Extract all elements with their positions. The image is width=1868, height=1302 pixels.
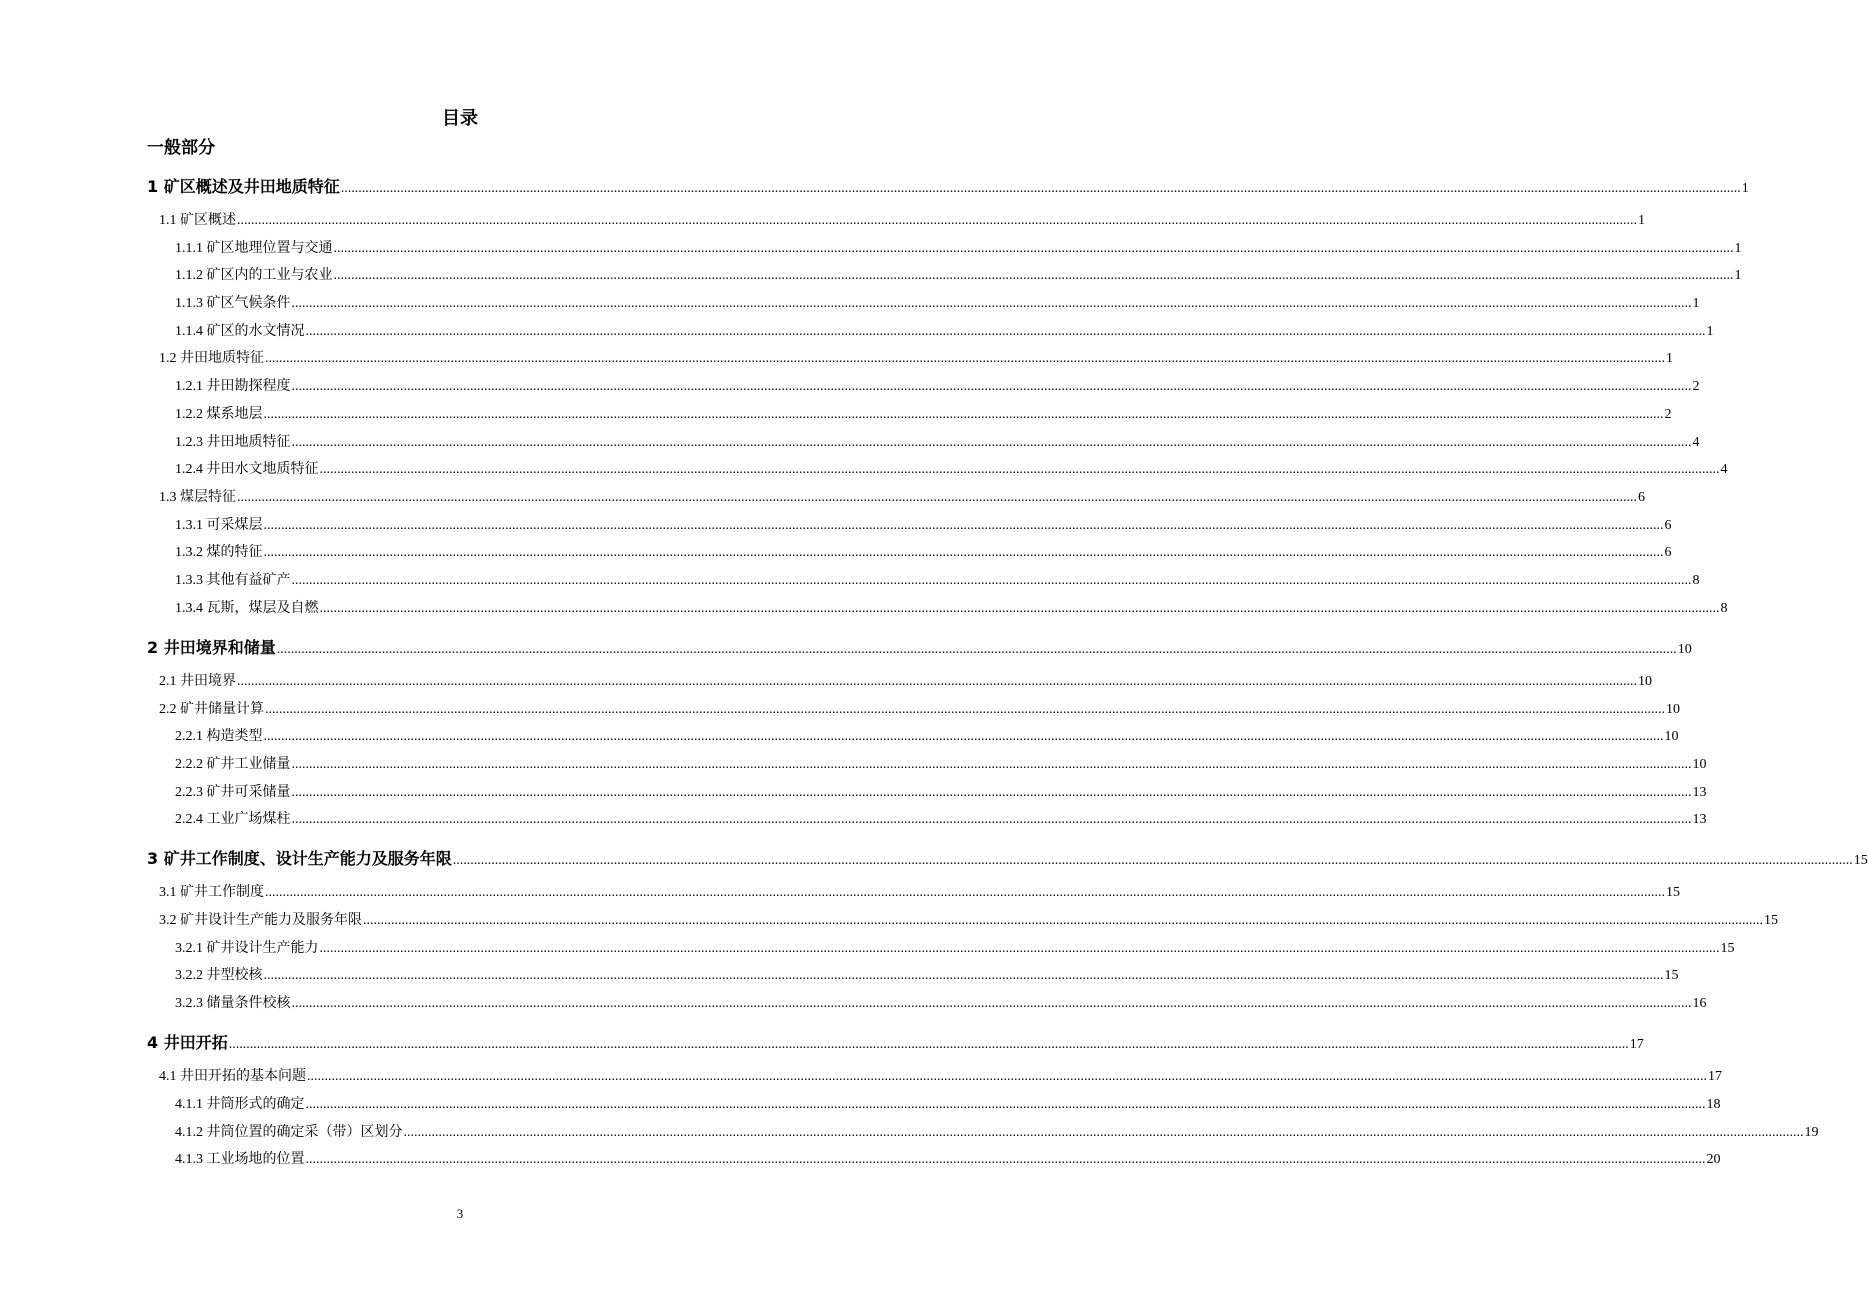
dot-leader: ................................................................................................................................................................................................................................................................................................................................................................................................................ [265, 702, 1665, 717]
dot-leader: ................................................................................................................................................................................................................................................................................................................................................................................................................ [307, 1069, 1707, 1084]
toc-entry-level-3[interactable] [175, 459, 1728, 481]
page-number: 3 [456, 1206, 464, 1221]
toc-entry-page: 2 [1692, 379, 1700, 394]
dot-leader: ................................................................................................................................................................................................................................................................................................................................................................................................................ [305, 1152, 1706, 1167]
toc-entry-level-1[interactable] [147, 1030, 1644, 1056]
toc-entry-page: 1 [1692, 296, 1700, 311]
toc-entry-level-3[interactable] [175, 965, 1679, 987]
dot-leader: ................................................................................................................................................................................................................................................................................................................................................................................................................ [403, 1125, 1804, 1140]
toc-entry-label: 1.1.1 矿区地理位置与交通 [175, 241, 333, 256]
toc-entry-label: 3.2.3 储量条件校核 [175, 996, 291, 1011]
toc-entry-page: 1 [1741, 181, 1749, 196]
dot-leader: ................................................................................................................................................................................................................................................................................................................................................................................................................ [237, 674, 1637, 689]
toc-entry-level-3[interactable] [175, 293, 1700, 315]
toc-entry-page: 6 [1664, 545, 1672, 560]
toc-entry-level-2[interactable] [159, 210, 1645, 232]
toc-entry-page: 8 [1720, 601, 1728, 616]
toc-entry-page: 10 [1677, 642, 1692, 657]
toc-entry-page: 15 [1720, 941, 1735, 956]
dot-leader: ................................................................................................................................................................................................................................................................................................................................................................................................................ [228, 1037, 1629, 1052]
dot-leader: ................................................................................................................................................................................................................................................................................................................................................................................................................ [319, 601, 1720, 616]
toc-entry-level-2[interactable] [159, 671, 1652, 693]
toc-entry-page: 2 [1664, 407, 1672, 422]
toc-entry-level-2[interactable] [159, 1066, 1722, 1088]
toc-entry-page: 6 [1664, 518, 1672, 533]
toc-entry-label: 4 井田开拓 [147, 1033, 228, 1052]
toc-entry-level-2[interactable] [159, 348, 1673, 370]
toc-entry-label: 3.2.2 井型校核 [175, 968, 263, 983]
dot-leader: ................................................................................................................................................................................................................................................................................................................................................................................................................ [333, 268, 1734, 283]
dot-leader: ................................................................................................................................................................................................................................................................................................................................................................................................................ [333, 241, 1734, 256]
toc-entry-page: 4 [1692, 435, 1700, 450]
toc-entry-level-3[interactable] [175, 321, 1714, 343]
dot-leader: ................................................................................................................................................................................................................................................................................................................................................................................................................ [291, 757, 1692, 772]
toc-entry-label: 4.1 井田开拓的基本问题 [159, 1069, 306, 1084]
dot-leader: ................................................................................................................................................................................................................................................................................................................................................................................................................ [263, 545, 1664, 560]
dot-leader: ................................................................................................................................................................................................................................................................................................................................................................................................................ [291, 435, 1692, 450]
toc-entry-label: 1.3.1 可采煤层 [175, 518, 263, 533]
toc-entry-level-1[interactable] [147, 174, 1749, 200]
toc-entry-label: 2 井田境界和储量 [147, 638, 276, 657]
toc-entry-label: 2.2 矿井储量计算 [159, 702, 264, 717]
toc-entry-page: 18 [1706, 1097, 1721, 1112]
toc-entry-level-2[interactable] [159, 910, 1778, 932]
toc-entry-page: 10 [1692, 757, 1707, 772]
dot-leader: ................................................................................................................................................................................................................................................................................................................................................................................................................ [263, 729, 1664, 744]
toc-entry-page: 17 [1629, 1037, 1644, 1052]
toc-entry-label: 3 矿井工作制度、设计生产能力及服务年限 [147, 849, 452, 868]
toc-entry-level-2[interactable] [159, 487, 1645, 509]
toc-entry-page: 10 [1638, 674, 1652, 689]
toc-entry-label: 1.2.3 井田地质特征 [175, 435, 291, 450]
toc-entry-level-3[interactable] [175, 404, 1672, 426]
toc-entry-label: 3.2 矿井设计生产能力及服务年限 [159, 913, 362, 928]
toc-entry-page: 15 [1764, 913, 1778, 928]
toc-entry-label: 3.2.1 矿井设计生产能力 [175, 941, 319, 956]
toc-entry-level-3[interactable] [175, 993, 1707, 1015]
toc-entry-page: 17 [1708, 1069, 1722, 1084]
toc-entry-label: 4.1.1 井筒形式的确定 [175, 1097, 305, 1112]
toc-entry-level-1[interactable] [147, 846, 1868, 872]
toc-entry-level-3[interactable] [175, 376, 1700, 398]
dot-leader: ................................................................................................................................................................................................................................................................................................................................................................................................................ [305, 324, 1706, 339]
dot-leader: ................................................................................................................................................................................................................................................................................................................................................................................................................ [291, 573, 1692, 588]
toc-entry-level-3[interactable] [175, 570, 1700, 592]
toc-entry-page: 16 [1692, 996, 1707, 1011]
dot-leader: ................................................................................................................................................................................................................................................................................................................................................................................................................ [319, 462, 1720, 477]
toc-entry-level-2[interactable] [159, 882, 1680, 904]
toc-entry-page: 10 [1666, 702, 1680, 717]
toc-entry-page: 13 [1692, 812, 1707, 827]
dot-leader: ................................................................................................................................................................................................................................................................................................................................................................................................................ [291, 379, 1692, 394]
toc-entry-label: 1.3.2 煤的特征 [175, 545, 263, 560]
toc-entry-label: 2.2.2 矿井工业储量 [175, 757, 291, 772]
toc-entry-label: 3.1 矿井工作制度 [159, 885, 264, 900]
toc-entry-level-3[interactable] [175, 598, 1728, 620]
toc-entry-page: 1 [1638, 213, 1645, 228]
toc-entry-page: 8 [1692, 573, 1700, 588]
toc-entry-label: 1.1.3 矿区气候条件 [175, 296, 291, 311]
dot-leader: ................................................................................................................................................................................................................................................................................................................................................................................................................ [237, 213, 1637, 228]
toc-entry-label: 4.1.2 井筒位置的确定采（带）区划分 [175, 1125, 403, 1140]
toc-entry-level-3[interactable] [175, 542, 1672, 564]
toc-entry-label: 1.2.4 井田水文地质特征 [175, 462, 319, 477]
toc-entry-label: 1.1.4 矿区的水文情况 [175, 324, 305, 339]
toc-entry-page: 1 [1734, 268, 1742, 283]
dot-leader: ................................................................................................................................................................................................................................................................................................................................................................................................................ [291, 785, 1692, 800]
dot-leader: ................................................................................................................................................................................................................................................................................................................................................................................................................ [340, 181, 1741, 196]
toc-entry-page: 10 [1664, 729, 1679, 744]
toc-entry-page: 1 [1734, 241, 1742, 256]
toc-entry-page: 1 [1666, 351, 1673, 366]
dot-leader: ................................................................................................................................................................................................................................................................................................................................................................................................................ [363, 913, 1763, 928]
toc-entry-page: 1 [1706, 324, 1714, 339]
dot-leader: ................................................................................................................................................................................................................................................................................................................................................................................................................ [319, 941, 1720, 956]
dot-leader: ................................................................................................................................................................................................................................................................................................................................................................................................................ [291, 296, 1692, 311]
toc-entry-level-3[interactable] [175, 1149, 1721, 1171]
toc-entry-label: 1.1.2 矿区内的工业与农业 [175, 268, 333, 283]
toc-entry-label: 1.1 矿区概述 [159, 213, 236, 228]
toc-entry-level-3[interactable] [175, 1094, 1721, 1116]
toc-entry-level-3[interactable] [175, 726, 1679, 748]
dot-leader: ................................................................................................................................................................................................................................................................................................................................................................................................................ [276, 642, 1677, 657]
toc-entry-label: 2.2.3 矿井可采储量 [175, 785, 291, 800]
dot-leader: ................................................................................................................................................................................................................................................................................................................................................................................................................ [265, 351, 1665, 366]
toc-entry-label: 1.3 煤层特征 [159, 490, 236, 505]
toc-entry-label: 1.3.4 瓦斯，煤层及自燃 [175, 601, 319, 616]
toc-entry-label: 2.2.1 构造类型 [175, 729, 263, 744]
toc-entry-label: 1.2.1 井田勘探程度 [175, 379, 291, 394]
toc-entry-level-3[interactable] [175, 238, 1742, 260]
toc-entry-label: 1.2.2 煤系地层 [175, 407, 263, 422]
toc-entry-level-3[interactable] [175, 782, 1707, 804]
toc-entry-page: 6 [1638, 490, 1645, 505]
toc-entry-page: 15 [1853, 853, 1868, 868]
toc-entry-label: 2.2.4 工业广场煤柱 [175, 812, 291, 827]
dot-leader: ................................................................................................................................................................................................................................................................................................................................................................................................................ [265, 885, 1665, 900]
toc-entry-level-3[interactable] [175, 809, 1707, 831]
toc-entry-page: 19 [1804, 1125, 1819, 1140]
toc-entry-level-3[interactable] [175, 1122, 1819, 1144]
toc-entry-level-3[interactable] [175, 938, 1735, 960]
toc-entry-label: 4.1.3 工业场地的位置 [175, 1152, 305, 1167]
toc-entry-label: 1.2 井田地质特征 [159, 351, 264, 366]
toc-entry-level-3[interactable] [175, 754, 1707, 776]
toc-entry-level-3[interactable] [175, 432, 1700, 454]
dot-leader: ................................................................................................................................................................................................................................................................................................................................................................................................................ [452, 853, 1853, 868]
dot-leader: ................................................................................................................................................................................................................................................................................................................................................................................................................ [291, 812, 1692, 827]
toc-entry-label: 1 矿区概述及井田地质特征 [147, 177, 340, 196]
toc-entry-page: 4 [1720, 462, 1728, 477]
toc-entry-page: 15 [1664, 968, 1679, 983]
dot-leader: ................................................................................................................................................................................................................................................................................................................................................................................................................ [305, 1097, 1706, 1112]
part-heading: 一般部分 [147, 138, 215, 158]
toc-entry-page: 20 [1706, 1152, 1721, 1167]
toc-entry-level-1[interactable] [147, 635, 1692, 661]
dot-leader: ................................................................................................................................................................................................................................................................................................................................................................................................................ [263, 518, 1664, 533]
toc-entry-page: 13 [1692, 785, 1707, 800]
toc-entry-label: 2.1 井田境界 [159, 674, 236, 689]
toc-entry-level-3[interactable] [175, 265, 1742, 287]
toc-entry-level-3[interactable] [175, 515, 1672, 537]
toc-entry-label: 1.3.3 其他有益矿产 [175, 573, 291, 588]
dot-leader: ................................................................................................................................................................................................................................................................................................................................................................................................................ [291, 996, 1692, 1011]
page-title: 目录 [442, 108, 478, 129]
dot-leader: ................................................................................................................................................................................................................................................................................................................................................................................................................ [263, 407, 1664, 422]
dot-leader: ................................................................................................................................................................................................................................................................................................................................................................................................................ [263, 968, 1664, 983]
toc-entry-level-2[interactable] [159, 699, 1680, 721]
toc-entry-page: 15 [1666, 885, 1680, 900]
dot-leader: ................................................................................................................................................................................................................................................................................................................................................................................................................ [237, 490, 1637, 505]
